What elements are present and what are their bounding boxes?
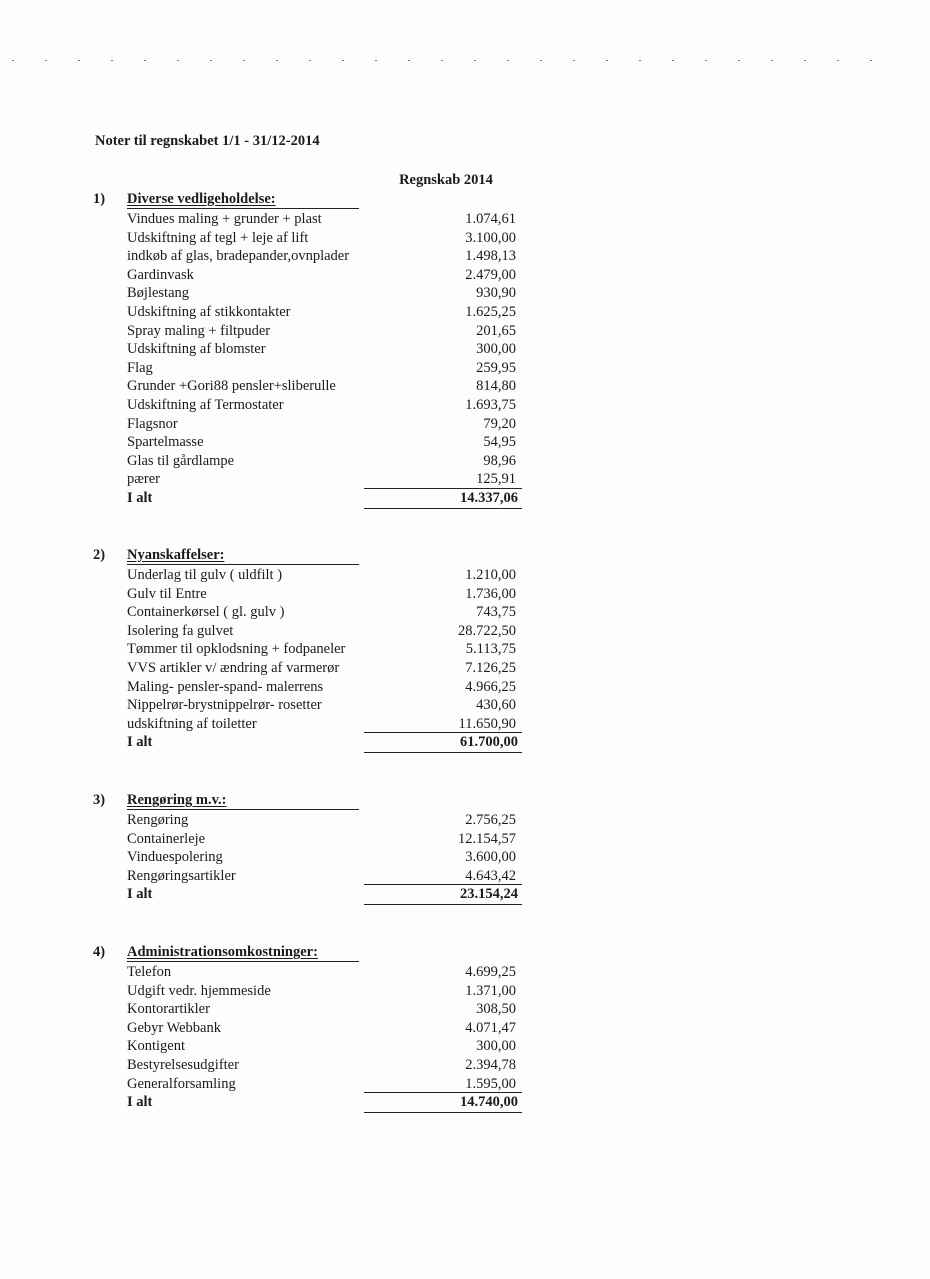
- line-item-amount: 7.126,25: [465, 659, 516, 676]
- line-items: [0, 811, 930, 904]
- line-item: [0, 696, 930, 715]
- section-number: 4): [93, 944, 106, 960]
- scan-speck: [606, 60, 608, 61]
- total-label: I alt: [127, 886, 153, 903]
- line-item-amount: 4.071,47: [465, 1019, 516, 1036]
- line-item: [0, 603, 930, 622]
- section-heading-text: Diverse vedligeholdelse:: [127, 191, 276, 207]
- line-item-label: Isolering fa gulvet: [127, 622, 234, 639]
- line-item: [0, 322, 930, 341]
- line-item-label: pærer: [127, 471, 161, 488]
- line-item-label: Spartelmasse: [127, 434, 204, 451]
- line-item-label: Tømmer til opklodsning + fodpaneler: [127, 641, 346, 658]
- line-item-label: Udskiftning af blomster: [127, 341, 266, 358]
- line-item-label: Udgift vedr. hjemmeside: [127, 982, 271, 999]
- line-item-label: Nippelrør-brystnippelrør- rosetter: [127, 697, 322, 714]
- line-item-label: Containerkørsel ( gl. gulv ): [127, 604, 285, 621]
- scan-speck: [441, 60, 443, 61]
- line-item: [0, 452, 930, 471]
- scan-speck: [672, 60, 674, 61]
- total-amount: 14.740,00: [460, 1094, 518, 1111]
- line-item: [0, 340, 930, 359]
- line-item-label: Flag: [127, 359, 153, 376]
- line-item-label: Udskiftning af tegl + leje af lift: [127, 229, 309, 246]
- line-item-label: Udskiftning af Termostater: [127, 396, 284, 413]
- line-item-label: Flagsnor: [127, 415, 178, 432]
- line-item-amount: 12.154,57: [458, 830, 516, 847]
- section-heading-text: Rengøring m.v.:: [127, 792, 227, 808]
- total-amount: 61.700,00: [460, 734, 518, 751]
- line-item: [0, 1056, 930, 1075]
- line-item-amount: 308,50: [476, 1001, 516, 1018]
- line-item: [0, 415, 930, 434]
- total-underline: [364, 508, 522, 509]
- line-item-amount: 201,65: [476, 322, 516, 339]
- section-number: 2): [93, 547, 106, 563]
- section-heading-text: Nyanskaffelser:: [127, 547, 225, 563]
- scan-speck: [738, 60, 740, 61]
- line-item: [0, 982, 930, 1001]
- scan-speck: [870, 60, 872, 61]
- scan-speck: [45, 60, 47, 61]
- line-item-label: Glas til gårdlampe: [127, 452, 235, 469]
- scan-speck: [705, 60, 707, 61]
- line-item-amount: 1.074,61: [465, 211, 516, 227]
- scan-speck: [12, 60, 14, 61]
- line-item: [0, 715, 930, 734]
- line-item-amount: 814,80: [476, 378, 516, 395]
- line-item-amount: 430,60: [476, 697, 516, 714]
- line-item-amount: 300,00: [476, 341, 516, 358]
- line-item: [0, 247, 930, 266]
- line-item: [0, 678, 930, 697]
- line-item: [0, 1019, 930, 1038]
- line-item: [0, 284, 930, 303]
- line-item: [0, 585, 930, 604]
- line-item-label: Kontigent: [127, 1038, 185, 1055]
- section-heading: [127, 943, 359, 962]
- line-item: [0, 1075, 930, 1094]
- line-item-amount: 1.210,00: [465, 567, 516, 583]
- total-row: [0, 489, 930, 508]
- line-item: [0, 1037, 930, 1056]
- line-item-label: Udskiftning af stikkontakter: [127, 303, 291, 320]
- scan-speck: [276, 60, 278, 61]
- line-item-label: Gardinvask: [127, 266, 194, 283]
- scan-speck: [540, 60, 542, 61]
- scan-speck: [243, 60, 245, 61]
- line-item-amount: 4.699,25: [465, 964, 516, 980]
- total-amount: 23.154,24: [460, 886, 518, 903]
- total-amount: 14.337,06: [460, 489, 518, 506]
- scan-speck: [639, 60, 641, 61]
- scan-speck: [309, 60, 311, 61]
- scan-speck: [144, 60, 146, 61]
- line-item: [0, 963, 930, 982]
- line-item-amount: 125,91: [476, 471, 516, 488]
- line-item-amount: 1.371,00: [465, 982, 516, 999]
- line-item: [0, 659, 930, 678]
- line-item-label: Rengøring: [127, 812, 189, 828]
- scan-speck: [177, 60, 179, 61]
- line-item-amount: 11.650,90: [458, 715, 516, 732]
- line-item-label: Grunder +Gori88 pensler+sliberulle: [127, 378, 336, 395]
- scan-speck: [474, 60, 476, 61]
- line-item: [0, 867, 930, 886]
- line-item-amount: 1.595,00: [465, 1075, 516, 1092]
- line-item: [0, 377, 930, 396]
- section-number: 1): [93, 191, 106, 207]
- line-item-amount: 2.394,78: [465, 1056, 516, 1073]
- line-item-amount: 79,20: [483, 415, 516, 432]
- line-item-label: Vindues maling + grunder + plast: [127, 211, 322, 227]
- line-item: [0, 640, 930, 659]
- total-row: [0, 885, 930, 904]
- line-item-label: Maling- pensler-spand- malerrens: [127, 678, 324, 695]
- total-label: I alt: [127, 734, 153, 751]
- line-item-label: Gulv til Entre: [127, 585, 207, 602]
- line-item-amount: 5.113,75: [465, 641, 516, 658]
- line-item-label: Vinduespolering: [127, 849, 223, 866]
- line-item-amount: 98,96: [483, 452, 516, 469]
- scan-speck: [408, 60, 410, 61]
- section-heading: [127, 190, 359, 209]
- scan-speck: [342, 60, 344, 61]
- line-item-label: Kontorartikler: [127, 1001, 210, 1018]
- line-item-amount: 930,90: [476, 285, 516, 302]
- line-item: [0, 811, 930, 830]
- line-item: [0, 266, 930, 285]
- column-header: Regnskab 2014: [399, 172, 493, 188]
- total-underline: [364, 1112, 522, 1113]
- line-item: [0, 229, 930, 248]
- line-item-amount: 1.625,25: [465, 303, 516, 320]
- line-item-label: VVS artikler v/ ændring af varmerør: [127, 659, 340, 676]
- line-item-amount: 28.722,50: [458, 622, 516, 639]
- line-item: [0, 396, 930, 415]
- line-item-amount: 3.600,00: [465, 849, 516, 866]
- line-item-amount: 54,95: [483, 434, 516, 451]
- scan-speck: [771, 60, 773, 61]
- line-item-label: udskiftning af toiletter: [127, 715, 257, 732]
- line-item-amount: 3.100,00: [465, 229, 516, 246]
- line-item: [0, 848, 930, 867]
- document-title: Noter til regnskabet 1/1 - 31/12-2014: [95, 133, 320, 149]
- line-item-amount: 4.643,42: [465, 867, 516, 884]
- line-item: [0, 359, 930, 378]
- line-item-label: Bøjlestang: [127, 285, 190, 302]
- line-item-label: Telefon: [127, 964, 172, 980]
- scan-speck: [210, 60, 212, 61]
- scan-speck: [78, 60, 80, 61]
- line-item-amount: 259,95: [476, 359, 516, 376]
- line-item: [0, 210, 930, 229]
- line-item-amount: 1.736,00: [465, 585, 516, 602]
- line-items: [0, 210, 930, 508]
- line-item-label: Gebyr Webbank: [127, 1019, 221, 1036]
- section-heading: [127, 791, 359, 810]
- scan-speck: [837, 60, 839, 61]
- line-item: [0, 622, 930, 641]
- total-label: I alt: [127, 489, 153, 506]
- scan-speck: [804, 60, 806, 61]
- total-label: I alt: [127, 1094, 153, 1111]
- line-item-label: Rengøringsartikler: [127, 867, 236, 884]
- scan-speck: [111, 60, 113, 61]
- line-item: [0, 433, 930, 452]
- line-item-label: Spray maling + filtpuder: [127, 322, 271, 339]
- section-number: 3): [93, 792, 106, 808]
- line-item-amount: 4.966,25: [465, 678, 516, 695]
- total-underline: [364, 904, 522, 905]
- total-underline: [364, 752, 522, 753]
- scan-speck: [573, 60, 575, 61]
- line-item-amount: 2.756,25: [465, 812, 516, 828]
- section-heading: [127, 546, 359, 565]
- scan-speck: [507, 60, 509, 61]
- line-item: [0, 303, 930, 322]
- total-row: [0, 1093, 930, 1112]
- line-item-label: indkøb af glas, bradepander,ovnplader: [127, 248, 350, 265]
- line-item-label: Underlag til gulv ( uldfilt ): [127, 567, 283, 583]
- line-item: [0, 1000, 930, 1019]
- line-item: [0, 566, 930, 585]
- line-item-label: Containerleje: [127, 830, 206, 847]
- line-item-amount: 1.693,75: [465, 396, 516, 413]
- line-item: [0, 830, 930, 849]
- line-item-label: Generalforsamling: [127, 1075, 236, 1092]
- line-item-amount: 743,75: [476, 604, 516, 621]
- total-row: [0, 733, 930, 752]
- line-item-amount: 2.479,00: [465, 266, 516, 283]
- section-heading-text: Administrationsomkostninger:: [127, 944, 318, 960]
- line-item-label: Bestyrelsesudgifter: [127, 1056, 239, 1073]
- line-item: [0, 470, 930, 489]
- line-items: [0, 963, 930, 1112]
- line-items: [0, 566, 930, 752]
- line-item-amount: 300,00: [476, 1038, 516, 1055]
- scan-speck: [375, 60, 377, 61]
- line-item-amount: 1.498,13: [465, 248, 516, 265]
